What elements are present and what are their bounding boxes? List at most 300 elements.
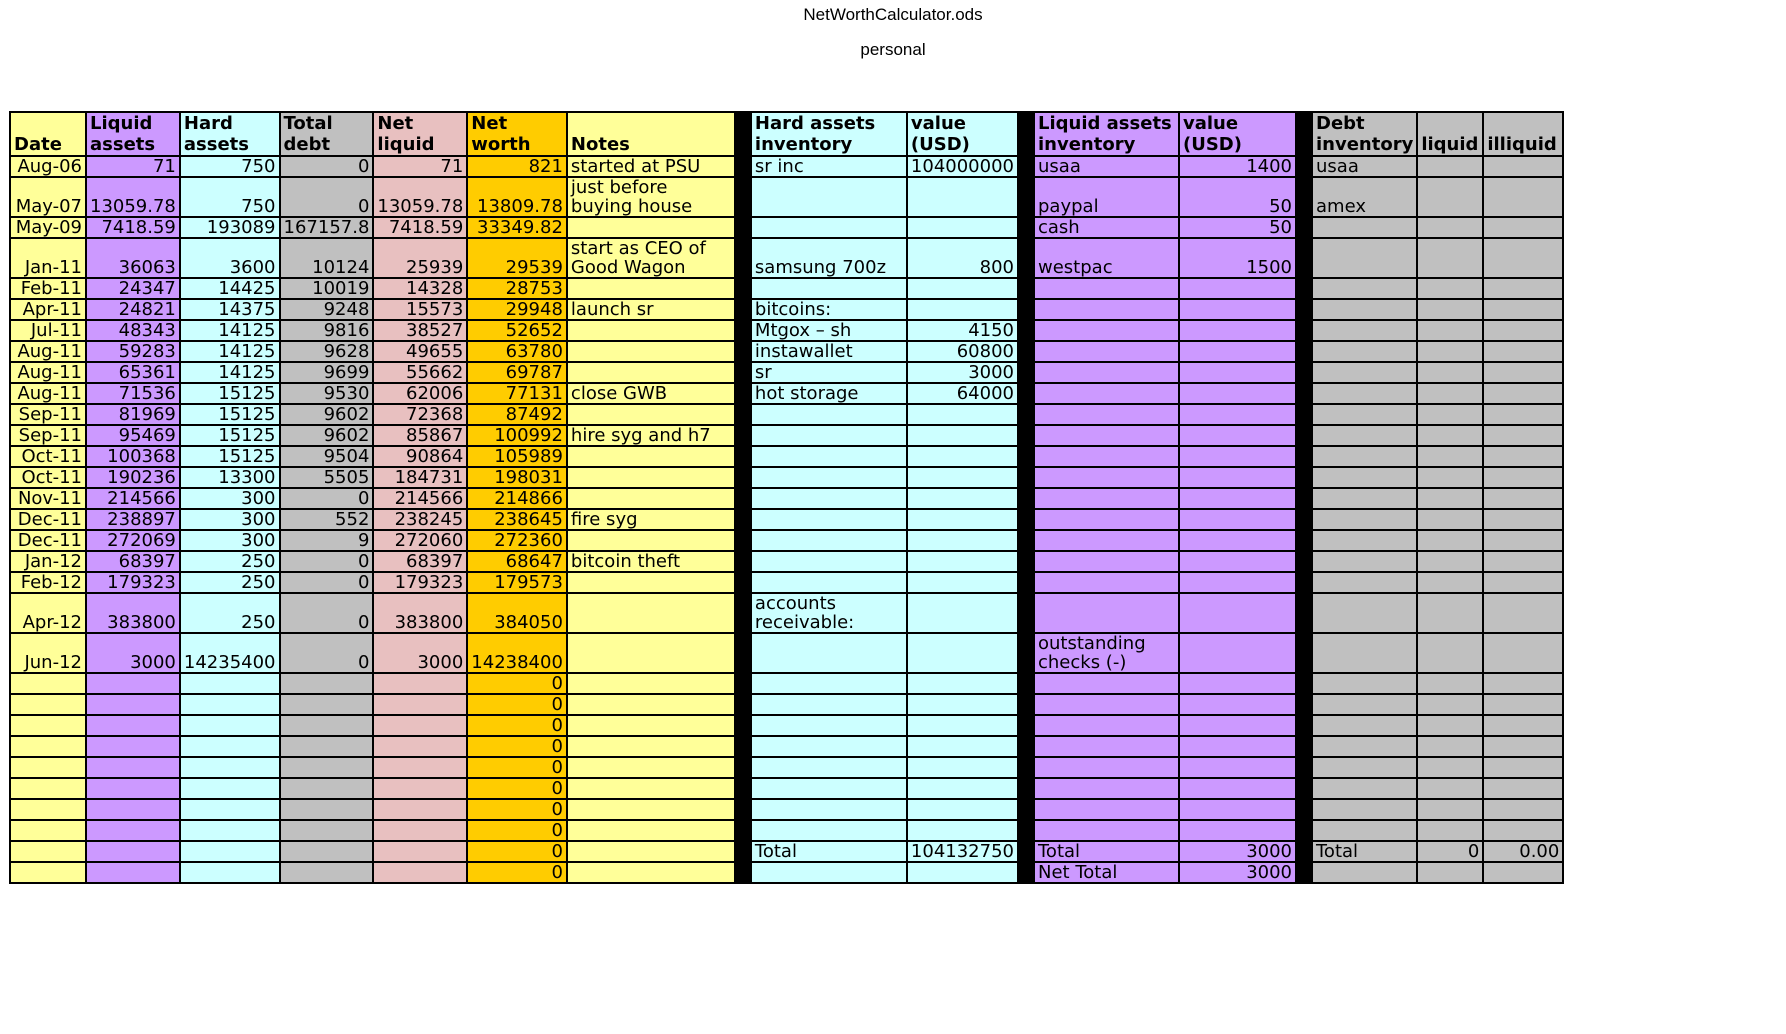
- cell-debt-illiquid[interactable]: [1483, 238, 1563, 278]
- cell-debt-liquid[interactable]: [1417, 509, 1483, 530]
- cell-debt-illiquid[interactable]: [1483, 383, 1563, 404]
- header-net-worth[interactable]: Net worth: [467, 112, 567, 156]
- cell-hard-inventory-item[interactable]: samsung 700z: [751, 238, 907, 278]
- cell-liquid-inventory-item[interactable]: [1034, 736, 1179, 757]
- cell-hard-assets[interactable]: 15125: [180, 383, 280, 404]
- cell-date[interactable]: [10, 673, 86, 694]
- cell-liquid-assets[interactable]: 7418.59: [86, 217, 180, 238]
- cell-date[interactable]: Jan-12: [10, 551, 86, 572]
- cell-liquid-inventory-value[interactable]: [1179, 572, 1296, 593]
- cell-hard-inventory-item[interactable]: [751, 425, 907, 446]
- cell-liquid-assets[interactable]: 68397: [86, 551, 180, 572]
- cell-date[interactable]: Aug-11: [10, 383, 86, 404]
- cell-debt-inventory-item[interactable]: [1312, 383, 1417, 404]
- cell-debt-liquid[interactable]: 0: [1417, 841, 1483, 862]
- cell-debt-inventory-item[interactable]: [1312, 362, 1417, 383]
- cell-liquid-assets[interactable]: [86, 694, 180, 715]
- header-hard-inventory[interactable]: Hard assets inventory: [751, 112, 907, 156]
- cell-notes[interactable]: bitcoin theft: [567, 551, 735, 572]
- cell-net-worth[interactable]: 100992: [467, 425, 567, 446]
- cell-liquid-inventory-item[interactable]: Net Total: [1034, 862, 1179, 883]
- cell-debt-illiquid[interactable]: [1483, 509, 1563, 530]
- cell-hard-inventory-value[interactable]: [907, 862, 1018, 883]
- cell-date[interactable]: [10, 799, 86, 820]
- cell-hard-assets[interactable]: [180, 820, 280, 841]
- cell-notes[interactable]: fire syg: [567, 509, 735, 530]
- cell-net-worth[interactable]: 63780: [467, 341, 567, 362]
- cell-liquid-assets[interactable]: 65361: [86, 362, 180, 383]
- cell-net-worth[interactable]: 0: [467, 799, 567, 820]
- cell-debt-liquid[interactable]: [1417, 694, 1483, 715]
- cell-date[interactable]: [10, 778, 86, 799]
- cell-liquid-inventory-item[interactable]: [1034, 425, 1179, 446]
- cell-date[interactable]: Nov-11: [10, 488, 86, 509]
- cell-net-liquid[interactable]: 68397: [373, 551, 467, 572]
- cell-liquid-assets[interactable]: 214566: [86, 488, 180, 509]
- cell-liquid-inventory-item[interactable]: [1034, 467, 1179, 488]
- header-liquid-inventory[interactable]: Liquid assets inventory: [1034, 112, 1179, 156]
- cell-hard-inventory-item[interactable]: [751, 572, 907, 593]
- cell-debt-illiquid[interactable]: [1483, 530, 1563, 551]
- cell-liquid-inventory-item[interactable]: [1034, 673, 1179, 694]
- cell-total-debt[interactable]: 0: [280, 488, 374, 509]
- cell-date[interactable]: May-07: [10, 177, 86, 217]
- cell-liquid-inventory-value[interactable]: [1179, 757, 1296, 778]
- cell-notes[interactable]: [567, 757, 735, 778]
- cell-hard-assets[interactable]: 14235400: [180, 633, 280, 673]
- cell-hard-inventory-item[interactable]: [751, 488, 907, 509]
- cell-hard-inventory-value[interactable]: [907, 694, 1018, 715]
- cell-total-debt[interactable]: 0: [280, 177, 374, 217]
- cell-net-liquid[interactable]: [373, 799, 467, 820]
- cell-hard-inventory-value[interactable]: [907, 778, 1018, 799]
- cell-liquid-inventory-value[interactable]: [1179, 425, 1296, 446]
- cell-net-liquid[interactable]: [373, 820, 467, 841]
- cell-debt-illiquid[interactable]: [1483, 320, 1563, 341]
- cell-date[interactable]: Aug-06: [10, 156, 86, 177]
- cell-liquid-inventory-value[interactable]: [1179, 799, 1296, 820]
- cell-debt-illiquid[interactable]: [1483, 757, 1563, 778]
- cell-hard-inventory-item[interactable]: [751, 778, 907, 799]
- cell-debt-inventory-item[interactable]: [1312, 862, 1417, 883]
- cell-liquid-inventory-value[interactable]: [1179, 467, 1296, 488]
- cell-debt-inventory-item[interactable]: [1312, 694, 1417, 715]
- cell-notes[interactable]: [567, 320, 735, 341]
- cell-notes[interactable]: start as CEO of Good Wagon: [567, 238, 735, 278]
- cell-hard-assets[interactable]: 15125: [180, 425, 280, 446]
- cell-hard-assets[interactable]: [180, 862, 280, 883]
- cell-net-liquid[interactable]: 71: [373, 156, 467, 177]
- cell-debt-illiquid[interactable]: [1483, 425, 1563, 446]
- cell-hard-assets[interactable]: 14125: [180, 362, 280, 383]
- cell-debt-inventory-item[interactable]: [1312, 446, 1417, 467]
- cell-debt-liquid[interactable]: [1417, 341, 1483, 362]
- cell-debt-liquid[interactable]: [1417, 715, 1483, 736]
- cell-debt-illiquid[interactable]: [1483, 778, 1563, 799]
- cell-net-liquid[interactable]: 62006: [373, 383, 467, 404]
- cell-net-worth[interactable]: 214866: [467, 488, 567, 509]
- cell-net-liquid[interactable]: 49655: [373, 341, 467, 362]
- cell-debt-inventory-item[interactable]: [1312, 404, 1417, 425]
- cell-total-debt[interactable]: 0: [280, 156, 374, 177]
- cell-total-debt[interactable]: 10124: [280, 238, 374, 278]
- cell-liquid-assets[interactable]: [86, 673, 180, 694]
- cell-hard-inventory-value[interactable]: [907, 278, 1018, 299]
- cell-notes[interactable]: [567, 467, 735, 488]
- header-hard-value[interactable]: value (USD): [907, 112, 1018, 156]
- cell-net-liquid[interactable]: 85867: [373, 425, 467, 446]
- cell-date[interactable]: May-09: [10, 217, 86, 238]
- header-liquid-assets[interactable]: Liquid assets: [86, 112, 180, 156]
- cell-liquid-inventory-item[interactable]: [1034, 757, 1179, 778]
- cell-hard-inventory-item[interactable]: [751, 736, 907, 757]
- cell-liquid-inventory-item[interactable]: [1034, 694, 1179, 715]
- cell-hard-assets[interactable]: 15125: [180, 446, 280, 467]
- cell-net-worth[interactable]: 821: [467, 156, 567, 177]
- cell-debt-inventory-item[interactable]: [1312, 757, 1417, 778]
- cell-liquid-assets[interactable]: 95469: [86, 425, 180, 446]
- cell-liquid-inventory-value[interactable]: [1179, 299, 1296, 320]
- cell-net-liquid[interactable]: [373, 673, 467, 694]
- cell-hard-inventory-value[interactable]: [907, 217, 1018, 238]
- cell-liquid-inventory-item[interactable]: [1034, 593, 1179, 633]
- cell-debt-liquid[interactable]: [1417, 593, 1483, 633]
- cell-debt-illiquid[interactable]: [1483, 299, 1563, 320]
- cell-liquid-inventory-item[interactable]: outstanding checks (-): [1034, 633, 1179, 673]
- cell-notes[interactable]: close GWB: [567, 383, 735, 404]
- cell-date[interactable]: [10, 757, 86, 778]
- cell-net-worth[interactable]: 52652: [467, 320, 567, 341]
- cell-hard-assets[interactable]: [180, 715, 280, 736]
- cell-total-debt[interactable]: 9: [280, 530, 374, 551]
- cell-date[interactable]: [10, 715, 86, 736]
- cell-liquid-inventory-value[interactable]: [1179, 446, 1296, 467]
- cell-notes[interactable]: [567, 572, 735, 593]
- cell-liquid-inventory-value[interactable]: [1179, 551, 1296, 572]
- cell-hard-inventory-value[interactable]: 60800: [907, 341, 1018, 362]
- cell-debt-inventory-item[interactable]: [1312, 673, 1417, 694]
- cell-date[interactable]: Apr-12: [10, 593, 86, 633]
- cell-debt-liquid[interactable]: [1417, 736, 1483, 757]
- cell-date[interactable]: Oct-11: [10, 446, 86, 467]
- cell-hard-assets[interactable]: 13300: [180, 467, 280, 488]
- cell-liquid-assets[interactable]: [86, 799, 180, 820]
- cell-liquid-inventory-item[interactable]: [1034, 715, 1179, 736]
- cell-date[interactable]: Sep-11: [10, 404, 86, 425]
- cell-liquid-assets[interactable]: 272069: [86, 530, 180, 551]
- cell-total-debt[interactable]: 9602: [280, 425, 374, 446]
- cell-date[interactable]: Apr-11: [10, 299, 86, 320]
- cell-net-worth[interactable]: 179573: [467, 572, 567, 593]
- cell-hard-inventory-value[interactable]: [907, 715, 1018, 736]
- cell-total-debt[interactable]: [280, 715, 374, 736]
- cell-liquid-inventory-value[interactable]: [1179, 736, 1296, 757]
- cell-liquid-inventory-item[interactable]: [1034, 551, 1179, 572]
- cell-debt-inventory-item[interactable]: [1312, 467, 1417, 488]
- cell-debt-illiquid[interactable]: [1483, 446, 1563, 467]
- cell-notes[interactable]: [567, 736, 735, 757]
- cell-liquid-inventory-item[interactable]: [1034, 404, 1179, 425]
- cell-hard-inventory-item[interactable]: [751, 757, 907, 778]
- cell-net-liquid[interactable]: 383800: [373, 593, 467, 633]
- cell-debt-illiquid[interactable]: [1483, 177, 1563, 217]
- cell-liquid-inventory-item[interactable]: [1034, 820, 1179, 841]
- cell-liquid-inventory-item[interactable]: [1034, 278, 1179, 299]
- cell-debt-inventory-item[interactable]: [1312, 299, 1417, 320]
- cell-net-liquid[interactable]: 38527: [373, 320, 467, 341]
- cell-net-worth[interactable]: 0: [467, 778, 567, 799]
- cell-notes[interactable]: [567, 217, 735, 238]
- cell-debt-illiquid[interactable]: [1483, 467, 1563, 488]
- cell-total-debt[interactable]: [280, 862, 374, 883]
- cell-debt-inventory-item[interactable]: usaa: [1312, 156, 1417, 177]
- cell-net-worth[interactable]: 69787: [467, 362, 567, 383]
- cell-notes[interactable]: [567, 278, 735, 299]
- cell-hard-assets[interactable]: [180, 757, 280, 778]
- cell-hard-assets[interactable]: 14125: [180, 341, 280, 362]
- cell-debt-liquid[interactable]: [1417, 862, 1483, 883]
- cell-notes[interactable]: [567, 841, 735, 862]
- cell-hard-inventory-value[interactable]: [907, 551, 1018, 572]
- cell-liquid-assets[interactable]: 71: [86, 156, 180, 177]
- cell-notes[interactable]: [567, 673, 735, 694]
- cell-liquid-inventory-value[interactable]: [1179, 530, 1296, 551]
- cell-date[interactable]: Aug-11: [10, 341, 86, 362]
- cell-debt-illiquid[interactable]: [1483, 673, 1563, 694]
- cell-liquid-inventory-value[interactable]: [1179, 341, 1296, 362]
- cell-liquid-assets[interactable]: [86, 757, 180, 778]
- cell-hard-inventory-item[interactable]: [751, 862, 907, 883]
- cell-hard-assets[interactable]: 3600: [180, 238, 280, 278]
- cell-total-debt[interactable]: 552: [280, 509, 374, 530]
- cell-hard-inventory-item[interactable]: [751, 820, 907, 841]
- cell-total-debt[interactable]: 9816: [280, 320, 374, 341]
- cell-debt-liquid[interactable]: [1417, 177, 1483, 217]
- cell-notes[interactable]: [567, 694, 735, 715]
- cell-liquid-assets[interactable]: [86, 841, 180, 862]
- cell-total-debt[interactable]: 5505: [280, 467, 374, 488]
- cell-total-debt[interactable]: 0: [280, 572, 374, 593]
- cell-total-debt[interactable]: 0: [280, 551, 374, 572]
- cell-debt-inventory-item[interactable]: [1312, 320, 1417, 341]
- cell-net-liquid[interactable]: [373, 862, 467, 883]
- cell-debt-illiquid[interactable]: [1483, 278, 1563, 299]
- cell-net-worth[interactable]: 0: [467, 841, 567, 862]
- cell-total-debt[interactable]: [280, 841, 374, 862]
- cell-hard-assets[interactable]: [180, 694, 280, 715]
- cell-date[interactable]: [10, 694, 86, 715]
- cell-debt-illiquid[interactable]: [1483, 862, 1563, 883]
- cell-notes[interactable]: [567, 778, 735, 799]
- cell-debt-inventory-item[interactable]: [1312, 278, 1417, 299]
- cell-hard-assets[interactable]: 750: [180, 177, 280, 217]
- cell-net-liquid[interactable]: [373, 841, 467, 862]
- cell-debt-liquid[interactable]: [1417, 238, 1483, 278]
- cell-liquid-assets[interactable]: [86, 862, 180, 883]
- cell-hard-inventory-item[interactable]: [751, 467, 907, 488]
- cell-liquid-inventory-value[interactable]: 50: [1179, 177, 1296, 217]
- cell-net-liquid[interactable]: 238245: [373, 509, 467, 530]
- cell-hard-inventory-item[interactable]: sr: [751, 362, 907, 383]
- cell-liquid-assets[interactable]: 179323: [86, 572, 180, 593]
- cell-notes[interactable]: started at PSU: [567, 156, 735, 177]
- cell-hard-assets[interactable]: [180, 778, 280, 799]
- cell-net-worth[interactable]: 14238400: [467, 633, 567, 673]
- cell-hard-assets[interactable]: [180, 736, 280, 757]
- cell-hard-inventory-item[interactable]: [751, 177, 907, 217]
- cell-liquid-inventory-item[interactable]: [1034, 362, 1179, 383]
- cell-liquid-inventory-item[interactable]: [1034, 799, 1179, 820]
- cell-hard-inventory-value[interactable]: [907, 404, 1018, 425]
- cell-debt-illiquid[interactable]: [1483, 551, 1563, 572]
- cell-debt-illiquid[interactable]: [1483, 694, 1563, 715]
- cell-liquid-inventory-value[interactable]: [1179, 715, 1296, 736]
- cell-liquid-assets[interactable]: 13059.78: [86, 177, 180, 217]
- cell-net-liquid[interactable]: 72368: [373, 404, 467, 425]
- cell-total-debt[interactable]: [280, 778, 374, 799]
- cell-hard-inventory-value[interactable]: 104132750: [907, 841, 1018, 862]
- cell-debt-inventory-item[interactable]: [1312, 425, 1417, 446]
- cell-debt-inventory-item[interactable]: [1312, 488, 1417, 509]
- cell-hard-inventory-item[interactable]: Mtgox – sh: [751, 320, 907, 341]
- cell-hard-inventory-item[interactable]: instawallet: [751, 341, 907, 362]
- cell-date[interactable]: Oct-11: [10, 467, 86, 488]
- cell-hard-inventory-value[interactable]: 64000: [907, 383, 1018, 404]
- cell-liquid-inventory-value[interactable]: [1179, 673, 1296, 694]
- cell-notes[interactable]: [567, 799, 735, 820]
- cell-liquid-inventory-item[interactable]: [1034, 299, 1179, 320]
- cell-hard-inventory-value[interactable]: [907, 572, 1018, 593]
- cell-debt-liquid[interactable]: [1417, 299, 1483, 320]
- header-notes[interactable]: Notes: [567, 112, 735, 156]
- cell-net-worth[interactable]: 0: [467, 673, 567, 694]
- cell-debt-liquid[interactable]: [1417, 425, 1483, 446]
- cell-liquid-assets[interactable]: 24347: [86, 278, 180, 299]
- cell-debt-liquid[interactable]: [1417, 446, 1483, 467]
- cell-liquid-inventory-item[interactable]: [1034, 320, 1179, 341]
- cell-liquid-inventory-value[interactable]: 3000: [1179, 862, 1296, 883]
- cell-net-liquid[interactable]: 184731: [373, 467, 467, 488]
- cell-liquid-inventory-value[interactable]: 1400: [1179, 156, 1296, 177]
- cell-debt-liquid[interactable]: [1417, 551, 1483, 572]
- cell-notes[interactable]: [567, 446, 735, 467]
- cell-debt-liquid[interactable]: [1417, 799, 1483, 820]
- cell-debt-illiquid[interactable]: [1483, 736, 1563, 757]
- cell-debt-inventory-item[interactable]: [1312, 736, 1417, 757]
- cell-debt-illiquid[interactable]: [1483, 715, 1563, 736]
- cell-hard-inventory-value[interactable]: [907, 446, 1018, 467]
- cell-debt-liquid[interactable]: [1417, 633, 1483, 673]
- cell-net-worth[interactable]: 0: [467, 715, 567, 736]
- cell-notes[interactable]: hire syg and h7: [567, 425, 735, 446]
- cell-net-liquid[interactable]: [373, 736, 467, 757]
- cell-debt-liquid[interactable]: [1417, 820, 1483, 841]
- cell-hard-inventory-value[interactable]: [907, 757, 1018, 778]
- cell-liquid-inventory-value[interactable]: [1179, 509, 1296, 530]
- cell-date[interactable]: [10, 841, 86, 862]
- cell-net-liquid[interactable]: 25939: [373, 238, 467, 278]
- cell-total-debt[interactable]: 9602: [280, 404, 374, 425]
- cell-total-debt[interactable]: 9699: [280, 362, 374, 383]
- cell-hard-assets[interactable]: 300: [180, 509, 280, 530]
- cell-net-worth[interactable]: 68647: [467, 551, 567, 572]
- cell-notes[interactable]: [567, 633, 735, 673]
- cell-net-worth[interactable]: 29948: [467, 299, 567, 320]
- cell-date[interactable]: Aug-11: [10, 362, 86, 383]
- cell-debt-liquid[interactable]: [1417, 404, 1483, 425]
- cell-debt-inventory-item[interactable]: [1312, 572, 1417, 593]
- cell-hard-assets[interactable]: 250: [180, 593, 280, 633]
- header-debt-inventory[interactable]: Debt inventory: [1312, 112, 1417, 156]
- cell-liquid-inventory-item[interactable]: usaa: [1034, 156, 1179, 177]
- cell-hard-inventory-value[interactable]: [907, 425, 1018, 446]
- cell-hard-inventory-value[interactable]: [907, 736, 1018, 757]
- cell-debt-illiquid[interactable]: [1483, 572, 1563, 593]
- cell-hard-inventory-item[interactable]: [751, 673, 907, 694]
- cell-net-worth[interactable]: 0: [467, 757, 567, 778]
- cell-net-liquid[interactable]: 3000: [373, 633, 467, 673]
- cell-debt-liquid[interactable]: [1417, 530, 1483, 551]
- cell-hard-inventory-value[interactable]: [907, 593, 1018, 633]
- cell-debt-inventory-item[interactable]: [1312, 530, 1417, 551]
- cell-total-debt[interactable]: [280, 673, 374, 694]
- cell-hard-inventory-value[interactable]: 4150: [907, 320, 1018, 341]
- cell-liquid-inventory-item[interactable]: Total: [1034, 841, 1179, 862]
- cell-hard-inventory-value[interactable]: [907, 467, 1018, 488]
- cell-debt-liquid[interactable]: [1417, 383, 1483, 404]
- cell-liquid-assets[interactable]: [86, 715, 180, 736]
- cell-hard-inventory-item[interactable]: [751, 799, 907, 820]
- cell-debt-inventory-item[interactable]: [1312, 238, 1417, 278]
- cell-debt-liquid[interactable]: [1417, 156, 1483, 177]
- cell-notes[interactable]: [567, 404, 735, 425]
- cell-liquid-inventory-value[interactable]: [1179, 404, 1296, 425]
- cell-net-worth[interactable]: 28753: [467, 278, 567, 299]
- cell-debt-illiquid[interactable]: [1483, 156, 1563, 177]
- cell-debt-illiquid[interactable]: [1483, 820, 1563, 841]
- cell-date[interactable]: [10, 736, 86, 757]
- cell-net-worth[interactable]: 77131: [467, 383, 567, 404]
- cell-liquid-inventory-value[interactable]: [1179, 320, 1296, 341]
- cell-notes[interactable]: [567, 362, 735, 383]
- cell-hard-inventory-item[interactable]: [751, 694, 907, 715]
- cell-hard-inventory-item[interactable]: accounts receivable:: [751, 593, 907, 633]
- cell-liquid-inventory-item[interactable]: [1034, 488, 1179, 509]
- cell-hard-assets[interactable]: 14425: [180, 278, 280, 299]
- cell-debt-inventory-item[interactable]: amex: [1312, 177, 1417, 217]
- cell-hard-inventory-item[interactable]: [751, 404, 907, 425]
- cell-liquid-inventory-value[interactable]: [1179, 362, 1296, 383]
- cell-hard-assets[interactable]: 14125: [180, 320, 280, 341]
- cell-liquid-inventory-item[interactable]: paypal: [1034, 177, 1179, 217]
- cell-hard-inventory-value[interactable]: [907, 633, 1018, 673]
- cell-hard-assets[interactable]: 250: [180, 551, 280, 572]
- cell-notes[interactable]: launch sr: [567, 299, 735, 320]
- cell-net-worth[interactable]: 13809.78: [467, 177, 567, 217]
- cell-debt-liquid[interactable]: [1417, 217, 1483, 238]
- cell-liquid-inventory-value[interactable]: [1179, 383, 1296, 404]
- cell-hard-inventory-item[interactable]: [751, 278, 907, 299]
- cell-hard-inventory-item[interactable]: [751, 509, 907, 530]
- cell-net-liquid[interactable]: [373, 778, 467, 799]
- cell-net-liquid[interactable]: 90864: [373, 446, 467, 467]
- cell-net-worth[interactable]: 384050: [467, 593, 567, 633]
- cell-net-liquid[interactable]: 14328: [373, 278, 467, 299]
- cell-debt-inventory-item[interactable]: [1312, 217, 1417, 238]
- cell-hard-inventory-value[interactable]: 104000000: [907, 156, 1018, 177]
- cell-net-worth[interactable]: 33349.82: [467, 217, 567, 238]
- cell-hard-assets[interactable]: [180, 799, 280, 820]
